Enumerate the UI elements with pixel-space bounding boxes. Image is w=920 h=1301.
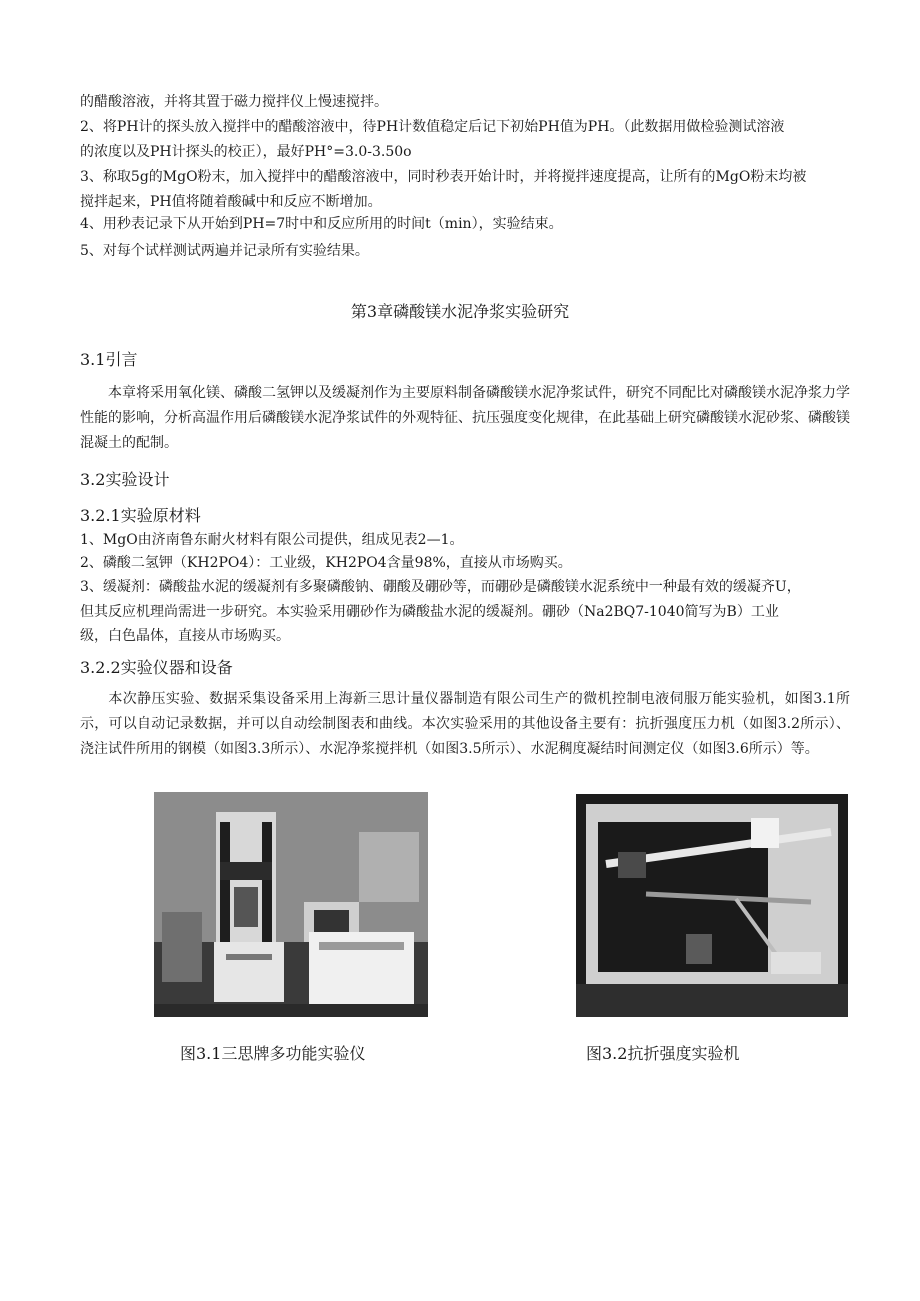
- section-3-1-body: [80, 381, 850, 456]
- section-3-2-2-body: [80, 687, 850, 762]
- step-line: 3、称取5g的MgO粉末，加入搅拌中的醋酸溶液中，同时秒表开始计时，并将搅拌速度提高，让所有的MgO粉末均被: [80, 169, 807, 185]
- step-line: 搅拌起来，PH值将随着酸碱中和反应不断增加。: [80, 194, 382, 210]
- section-3-2-2-text: 本次静压实验、数据采集设备采用上海新三思计量仪器制造有限公司生产的微机控制电液伺服万能实验机，如图3.1所示，可以自动记录数据，并可以自动绘制图表和曲线。本次实验采用的其他设备主要有：抗折强度压力机（如图3.2所示）、浇注试件所用的钢模（如图3.3所示）、水泥净浆搅拌机（如图3.5所示）、水泥稠度凝结时间测定仪（如图3.6所示）等。: [80, 691, 850, 757]
- figure-caption-3-1: 图3.1三思牌多功能实验仪: [180, 1044, 366, 1063]
- section-heading-3-2-2: 3.2.2实验仪器和设备: [80, 658, 233, 677]
- material-line: 1、MgO由济南鲁东耐火材料有限公司提供，组成见表2—1。: [80, 532, 464, 548]
- material-line: 级，白色晶体，直接从市场购买。: [80, 628, 290, 644]
- step-line: 的浓度以及PH计探头的校正），最好PH°=3.0-3.50o: [80, 144, 412, 160]
- chapter-title: 第3章磷酸镁水泥净浆实验研究: [350, 302, 570, 321]
- material-line: 3、缓凝剂：磷酸盐水泥的缓凝剂有多聚磷酸钠、硼酸及硼砂等，而硼砂是磷酸镁水泥系统中一种最有效的缓凝齐U，: [80, 579, 801, 595]
- material-line: 2、磷酸二氢钾（KH2PO4）：工业级，KH2PO4含量98%，直接从市场购买。: [80, 555, 572, 571]
- section-3-1-text: 本章将采用氧化镁、磷酸二氢钾以及缓凝剂作为主要原料制备磷酸镁水泥净浆试件，研究不同配比对磷酸镁水泥净浆力学性能的影响，分析高温作用后磷酸镁水泥净浆试件的外观特征、抗压强度变化规律，在此基础上研究磷酸镁水泥砂浆、磷酸镁混凝土的配制。: [80, 385, 850, 451]
- step-line: 4、用秒表记录下从开始到PH=7时中和反应所用的时间t（min），实验结束。: [80, 216, 563, 232]
- step-line: 的醋酸溶液，并将其置于磁力搅拌仪上慢速搅拌。: [80, 94, 388, 110]
- flexural-tester-photo: [576, 794, 848, 1017]
- testing-machine-photo: [154, 792, 428, 1017]
- section-heading-3-2-1: 3.2.1实验原材料: [80, 506, 201, 525]
- step-line: 5、对每个试样测试两遍并记录所有实验结果。: [80, 243, 369, 259]
- material-line: 但其反应机理尚需进一步研究。本实验采用硼砂作为磷酸盐水泥的缓凝剂。硼砂（Na2BQ7-1040简写为B）工业: [80, 604, 779, 620]
- step-line: 2、将PH计的探头放入搅拌中的醋酸溶液中，待PH计数值稳定后记下初始PH值为PH。（此数据用做检验测试溶液: [80, 119, 785, 135]
- figure-caption-3-2: 图3.2抗折强度实验机: [586, 1044, 740, 1063]
- section-heading-3-2: 3.2实验设计: [80, 470, 170, 489]
- section-heading-3-1: 3.1引言: [80, 350, 138, 369]
